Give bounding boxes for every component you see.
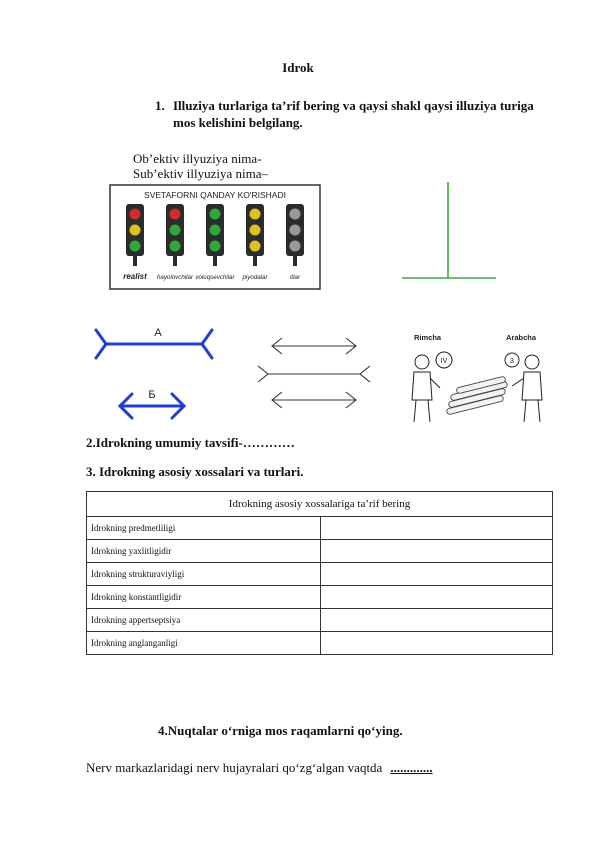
left-bubble-text: IV (440, 358, 448, 365)
subjective-illusion-prompt: Sub’ektiv illyuziya nima– (133, 166, 269, 181)
traffic-lamp (210, 241, 221, 252)
traffic-light-illustration (109, 184, 321, 290)
traffic-lamp (210, 209, 221, 220)
nerve-sentence (86, 760, 433, 776)
property-name-cell: Idrokning appertseptsiya (87, 609, 321, 632)
muller-lyer-illusion (92, 318, 216, 422)
question-1-number: 1. (155, 98, 165, 113)
traffic-lamp (170, 209, 181, 220)
parallel-line-2-right (360, 366, 370, 382)
traffic-lamp (250, 209, 261, 220)
question-1-text: Illuziya turlariga ta’rif bering va qaysi shakl qaysi illuziya turiga mos kelishini belgilang. (173, 98, 534, 130)
label-b: Б (148, 389, 156, 401)
property-answer-cell[interactable] (321, 586, 553, 609)
table-row (87, 517, 553, 540)
traffic-light-label: itlar (290, 274, 300, 281)
traffic-lamp (210, 225, 221, 236)
cartoon-right-label: Arabcha (506, 333, 537, 342)
traffic-figure-title: SVETAFORNI QANDAY KO'RISHADI (144, 190, 286, 200)
traffic-lamp (250, 225, 261, 236)
traffic-light-label: realist (123, 272, 147, 281)
property-name-cell: Idrokning predmetliligi (87, 517, 321, 540)
question-2: 2.Idrokning umumiy tavsifi-………… (86, 435, 295, 450)
table-row (87, 586, 553, 609)
traffic-light-label: piyodalar (242, 274, 268, 281)
question-1 (155, 97, 535, 131)
vertical-horizontal-illusion (398, 180, 500, 282)
traffic-lamp (130, 209, 141, 220)
table-header: Idrokning asosiy xossalariga ta’rif bering (87, 492, 553, 517)
right-bubble-text: 3 (510, 358, 514, 365)
traffic-lamp (250, 241, 261, 252)
traffic-lamp (130, 225, 141, 236)
question-4: 4.Nuqtalar o‘rniga mos raqamlarni qo‘ying. (158, 723, 403, 738)
traffic-light-label: voluqsevchilar (195, 274, 235, 281)
traffic-lamp (170, 225, 181, 236)
property-name-cell: Idrokning konstantligidir (87, 586, 321, 609)
table-row (87, 609, 553, 632)
traffic-lamp (130, 241, 141, 252)
traffic-lamp (290, 225, 301, 236)
traffic-lamp (290, 241, 301, 252)
properties-table (86, 491, 552, 655)
perspective-cartoon (400, 322, 554, 428)
traffic-lamp (290, 209, 301, 220)
cartoon-left-label: Rimcha (414, 333, 442, 342)
table-row (87, 632, 553, 655)
objective-illusion-prompt: Ob’ektiv illyuziya nima- (133, 151, 262, 166)
property-name-cell: Idrokning strukturaviyligi (87, 563, 321, 586)
page-title: Idrok (282, 60, 314, 75)
property-answer-cell[interactable] (321, 609, 553, 632)
question-3: 3. Idrokning asosiy xossalari va turlari. (86, 464, 304, 479)
table-row (87, 540, 553, 563)
property-answer-cell[interactable] (321, 563, 553, 586)
line-a-right-fin (202, 330, 212, 358)
nerve-sentence-text: Nerv markazlaridagi nerv hujayralari qo‘zg‘algan vaqtda (86, 760, 383, 775)
property-name-cell: Idrokning anglanganligi (87, 632, 321, 655)
line-a-left-fin (96, 330, 106, 358)
nerve-answer-blank[interactable]: ............. (390, 760, 433, 775)
parallel-lines-illusion (254, 336, 374, 410)
table-row (87, 563, 553, 586)
label-a: А (154, 327, 162, 339)
property-name-cell: Idrokning yaxlitligidir (87, 540, 321, 563)
property-answer-cell[interactable] (321, 517, 553, 540)
traffic-lamp (170, 241, 181, 252)
property-answer-cell[interactable] (321, 632, 553, 655)
parallel-line-2-left (258, 366, 268, 382)
property-answer-cell[interactable] (321, 540, 553, 563)
traffic-light-label: hayolovchilar (156, 274, 194, 281)
